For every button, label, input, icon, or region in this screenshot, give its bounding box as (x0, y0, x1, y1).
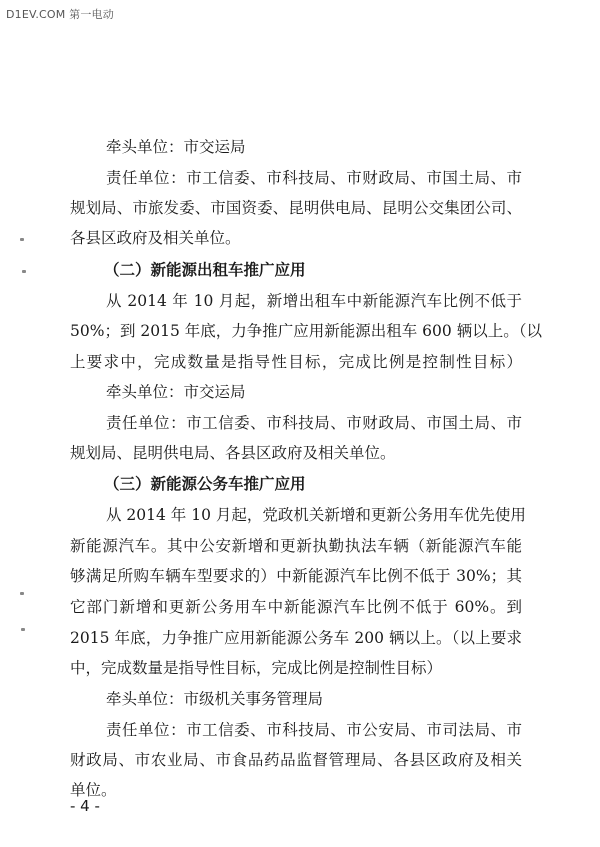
paragraph-line: 50%；到 2015 年底，力争推广应用新能源出租车 600 辆以上。（以 (70, 322, 542, 340)
section-heading-2: （二）新能源出租车推广应用 (104, 260, 306, 279)
section-heading-3: （三）新能源公务车推广应用 (104, 474, 306, 493)
scan-speck (21, 628, 25, 631)
paragraph-line: 规划局、昆明供电局、各县区政府及相关单位。 (70, 444, 396, 462)
paragraph-line: 从 2014 年 10 月起，党政机关新增和更新公务用车优先使用 (106, 506, 526, 524)
paragraph-line: 中，完成数量是指导性目标，完成比例是控制性目标） (70, 659, 443, 677)
paragraph-line: 规划局、市旅发委、市国资委、昆明供电局、昆明公交集团公司、 (70, 199, 522, 217)
paragraph-line: 从 2014 年 10 月起，新增出租车中新能源汽车比例不低于 (106, 292, 522, 310)
paragraph-line: 上要求中，完成数量是指导性目标，完成比例是控制性目标） (70, 353, 522, 371)
paragraph-line: 够满足所购车辆车型要求的）中新能源汽车比例不低于 30%；其 (70, 567, 522, 585)
lead-unit-line: 牵头单位：市交运局 (106, 138, 246, 156)
paragraph-line: 它部门新增和更新公务用车中新能源汽车比例不低于 60%。到 (70, 598, 522, 616)
scan-speck (20, 592, 24, 595)
paragraph-line: 各县区政府及相关单位。 (70, 229, 241, 247)
responsible-unit-line: 责任单位：市工信委、市科技局、市公安局、市司法局、市 (106, 721, 522, 739)
watermark: D1EV.COM 第一电动 (6, 8, 114, 21)
scan-speck (22, 270, 26, 273)
responsible-unit-line: 责任单位：市工信委、市科技局、市财政局、市国土局、市 (106, 414, 522, 432)
paragraph-line: 单位。 (70, 781, 117, 799)
paragraph-line: 财政局、市农业局、市食品药品监督管理局、各县区政府及相关 (70, 751, 522, 769)
paragraph-line: 新能源汽车。其中公安新增和更新执勤执法车辆（新能源汽车能 (70, 537, 522, 555)
lead-unit-line: 牵头单位：市级机关事务管理局 (106, 690, 324, 708)
scan-speck (20, 238, 24, 241)
lead-unit-line: 牵头单位：市交运局 (106, 383, 246, 401)
responsible-unit-line: 责任单位：市工信委、市科技局、市财政局、市国土局、市 (106, 169, 522, 187)
paragraph-line: 2015 年底，力争推广应用新能源公务车 200 辆以上。（以上要求 (70, 629, 522, 647)
page-number: - 4 - (70, 797, 100, 815)
